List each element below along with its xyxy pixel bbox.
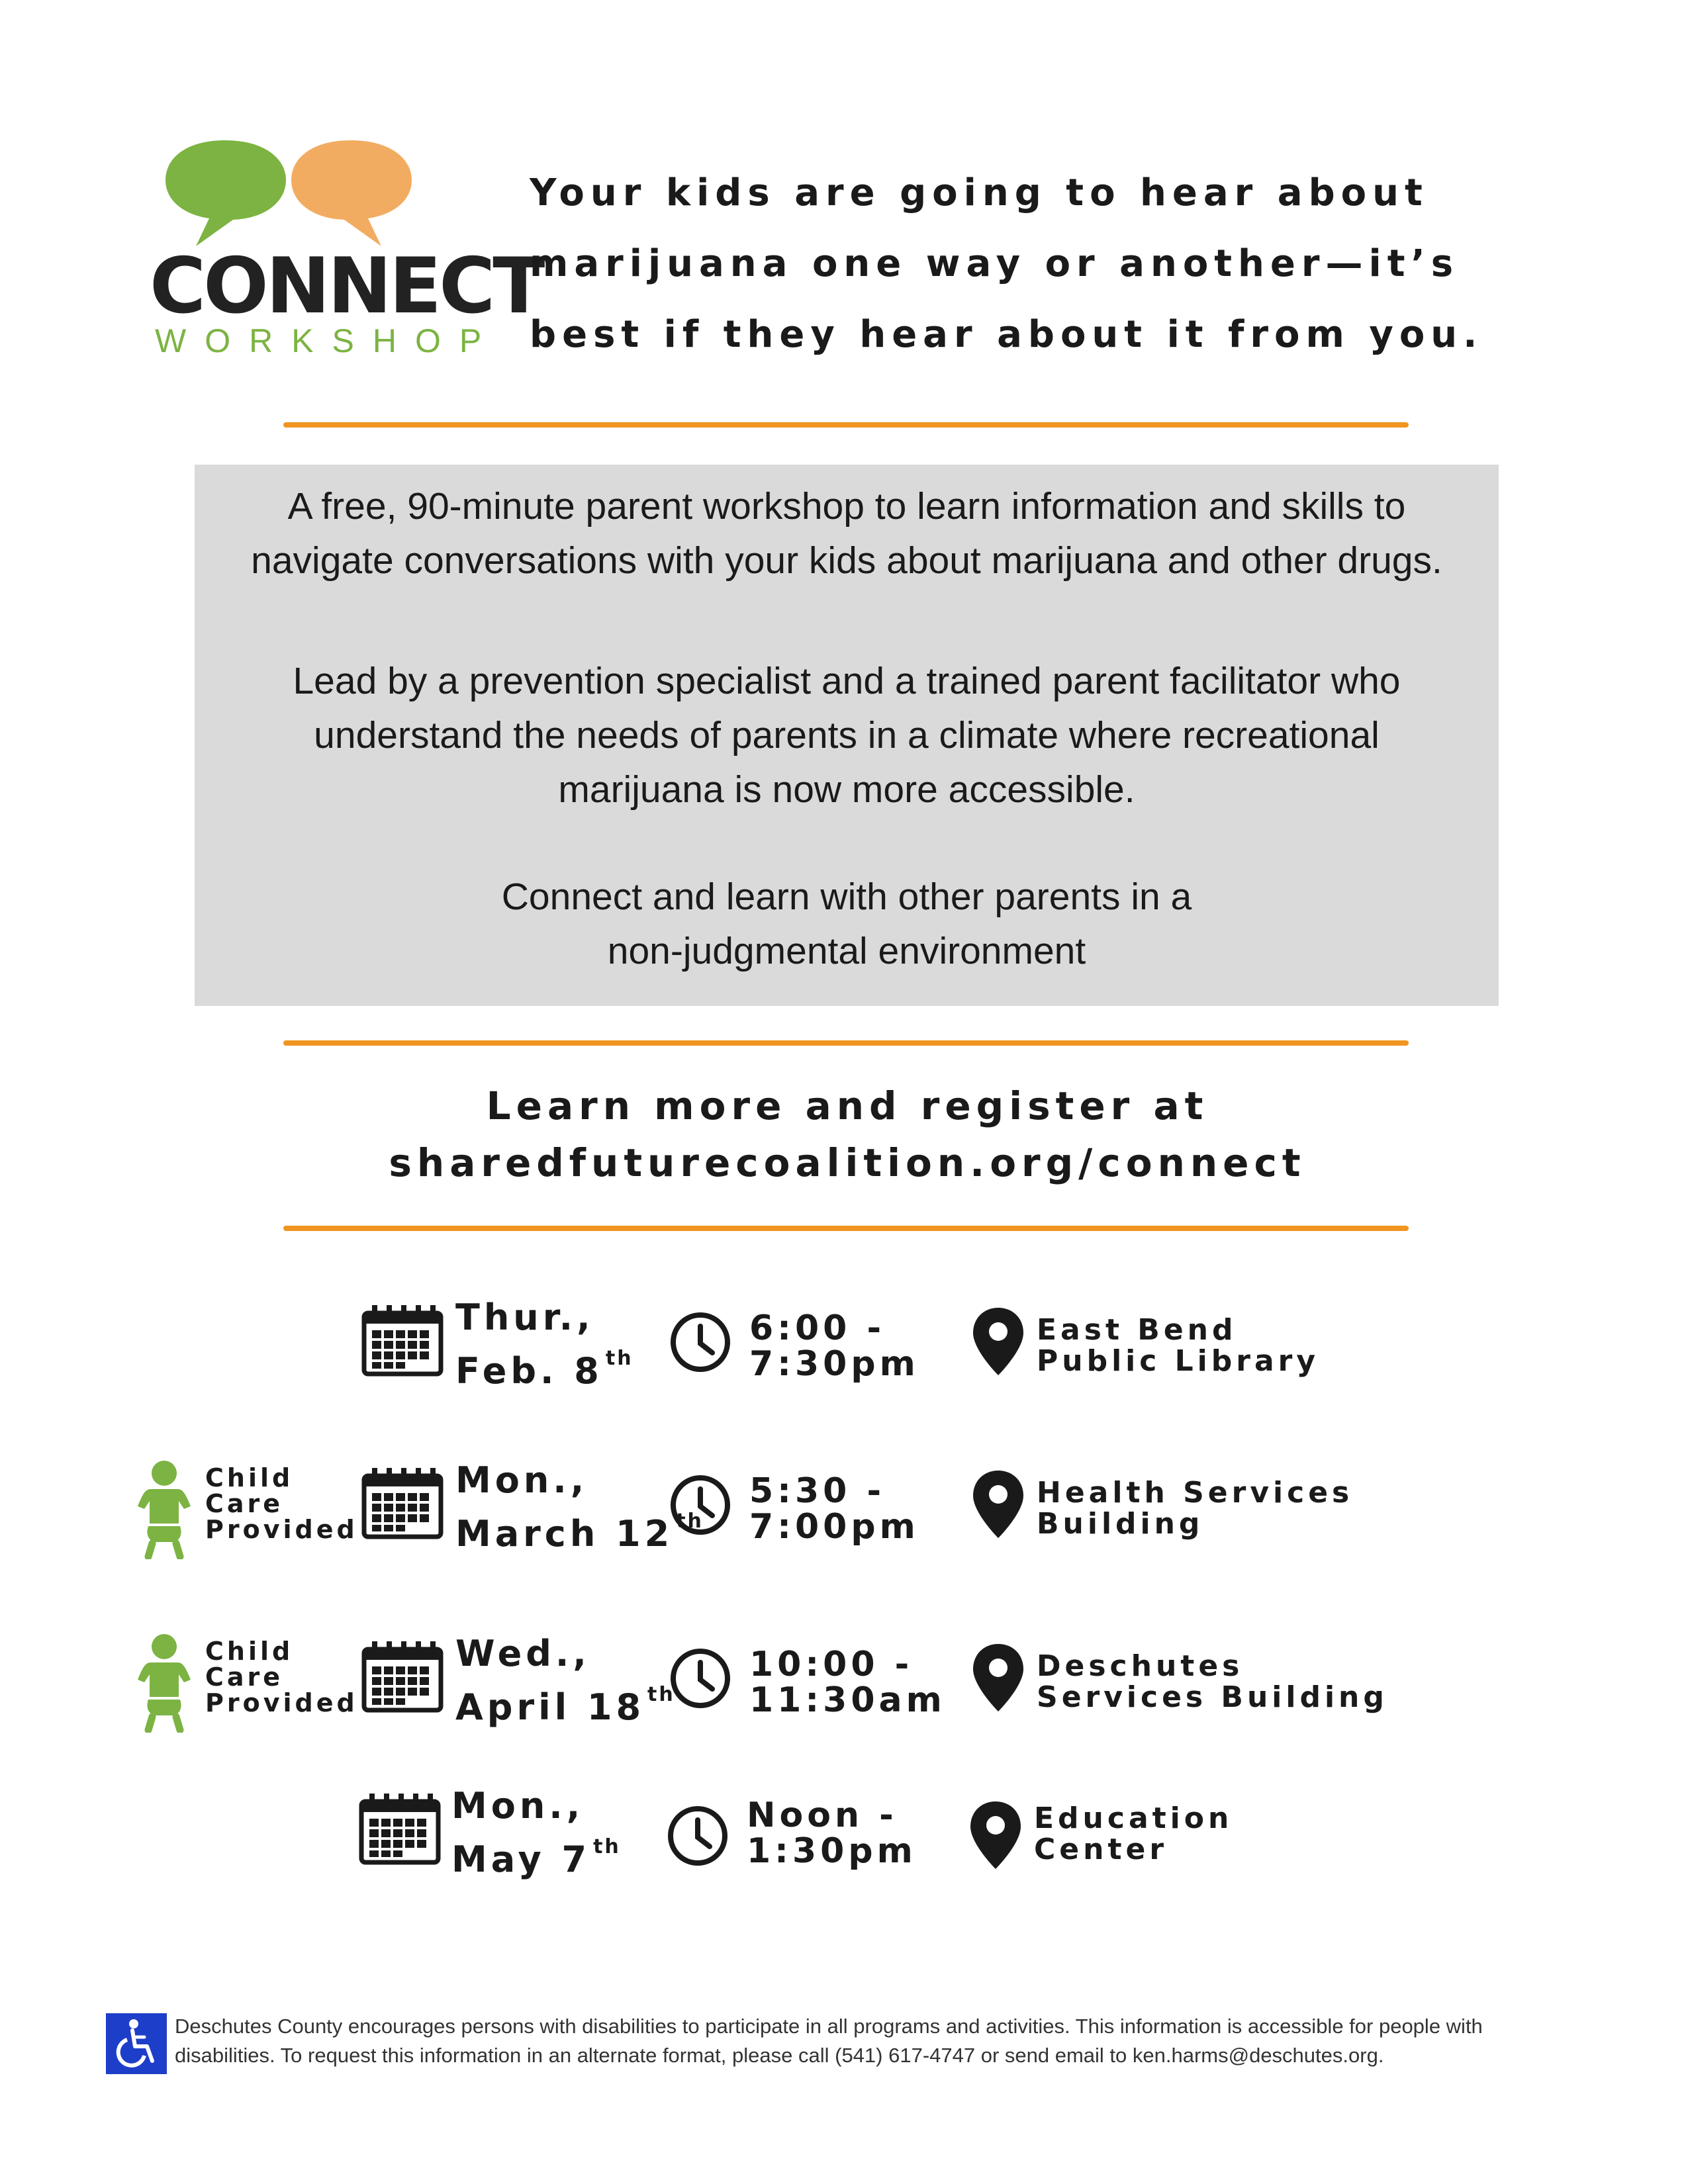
description-line: non-judgmental environment	[607, 930, 1086, 972]
description-paragraph	[195, 870, 1499, 978]
child-care-line: Care	[205, 1662, 284, 1692]
session-location	[1037, 1651, 1388, 1713]
session-row	[0, 1460, 1688, 1592]
location-pin-icon	[972, 1643, 1025, 1713]
logo-word-connect: CONNECT	[150, 242, 543, 331]
calendar-icon	[361, 1304, 444, 1377]
session-location	[1037, 1477, 1353, 1539]
description-line: understand the needs of parents in a climate where recreational	[314, 714, 1380, 756]
description-paragraph	[195, 654, 1499, 817]
footer-line: disabilities. To request this information in an alternate format, please call (541) 617-4747 or send email to ken.harms@deschutes.org.	[175, 2044, 1384, 2067]
date-month-day: March 12	[455, 1513, 674, 1555]
tagline-line: marijuana one way or another—it’s	[530, 242, 1460, 285]
date-day: Mon.,	[451, 1785, 585, 1827]
child-care-label	[205, 1639, 358, 1716]
time-end: 7:00pm	[749, 1507, 919, 1547]
session-location	[1034, 1803, 1233, 1865]
calendar-icon	[361, 1467, 444, 1539]
time-end: 7:30pm	[749, 1344, 919, 1384]
location-line: Services Building	[1037, 1680, 1388, 1714]
session-date	[455, 1460, 704, 1555]
location-line: East Bend	[1037, 1313, 1237, 1347]
register-block	[199, 1077, 1496, 1191]
divider-rule	[283, 1226, 1409, 1231]
register-link[interactable]: sharedfuturecoalition.org/connect	[389, 1140, 1306, 1185]
location-line: Center	[1034, 1833, 1168, 1866]
description-box	[195, 465, 1499, 1006]
child-care-line: Provided	[205, 1688, 358, 1717]
date-month-day: April 18	[455, 1686, 645, 1728]
date-month-day: May 7	[451, 1839, 591, 1880]
tagline-line: best if they hear about it from you.	[530, 313, 1483, 356]
session-location	[1037, 1314, 1319, 1377]
connect-workshop-logo	[146, 132, 543, 371]
session-time	[749, 1310, 919, 1382]
description-line: Lead by a prevention specialist and a trained parent facilitator who	[293, 660, 1401, 702]
child-care-line: Provided	[205, 1515, 358, 1544]
footer-line: Deschutes County encourages persons with disabilities to participate in all programs and activities. This information is accessible for people with	[175, 2015, 1483, 2038]
description-line: A free, 90-minute parent workshop to learn information and skills to	[287, 485, 1406, 527]
divider-rule	[283, 422, 1409, 428]
date-suffix: th	[647, 1683, 675, 1706]
location-line: Health Services	[1037, 1476, 1354, 1510]
accessibility-notice	[175, 2012, 1591, 2070]
calendar-icon	[359, 1792, 441, 1865]
date-suffix: th	[676, 1510, 704, 1533]
session-date	[455, 1633, 675, 1728]
session-time	[747, 1797, 917, 1869]
location-line: Education	[1034, 1801, 1233, 1835]
location-pin-icon	[972, 1306, 1025, 1377]
description-line: marijuana is now more accessible.	[558, 768, 1135, 811]
date-day: Mon.,	[455, 1459, 588, 1501]
tagline-line: Your kids are going to hear about	[530, 171, 1429, 214]
description-paragraph	[195, 465, 1499, 588]
session-date	[451, 1786, 621, 1880]
date-day: Thur.,	[455, 1297, 594, 1338]
clock-icon	[669, 1310, 732, 1374]
session-time	[749, 1647, 946, 1718]
baby-icon	[135, 1633, 193, 1733]
logo-word-workshop: WORKSHOP	[155, 322, 500, 359]
location-pin-icon	[972, 1469, 1025, 1539]
time-start: Noon -	[747, 1796, 898, 1835]
location-line: Deschutes	[1037, 1649, 1244, 1683]
location-line: Public Library	[1037, 1344, 1320, 1378]
tagline	[530, 158, 1483, 370]
clock-icon	[669, 1473, 732, 1537]
calendar-icon	[361, 1640, 444, 1713]
date-month-day: Feb. 8	[455, 1350, 603, 1392]
session-row	[0, 1786, 1688, 1918]
time-start: 5:30 -	[749, 1471, 886, 1511]
child-care-line: Care	[205, 1489, 284, 1518]
date-day: Wed.,	[455, 1633, 590, 1674]
date-suffix: th	[593, 1835, 621, 1858]
clock-icon	[669, 1647, 732, 1710]
wheelchair-accessibility-icon	[106, 2013, 167, 2074]
time-end: 1:30pm	[747, 1831, 917, 1871]
clock-icon	[666, 1804, 729, 1868]
child-care-line: Child	[205, 1637, 294, 1666]
description-line: Connect and learn with other parents in a	[501, 876, 1192, 918]
session-row	[0, 1633, 1688, 1766]
child-care-label	[205, 1465, 358, 1543]
description-line: navigate conversations with your kids about marijuana and other drugs.	[251, 539, 1442, 582]
date-suffix: th	[605, 1347, 633, 1370]
time-end: 11:30am	[749, 1680, 946, 1720]
child-care-line: Child	[205, 1463, 294, 1492]
divider-rule	[283, 1040, 1409, 1046]
location-pin-icon	[969, 1800, 1022, 1870]
location-line: Building	[1037, 1507, 1204, 1541]
register-label: Learn more and register at	[486, 1083, 1209, 1128]
session-time	[749, 1473, 919, 1545]
session-row	[0, 1297, 1688, 1430]
time-start: 6:00 -	[749, 1308, 886, 1348]
baby-icon	[135, 1460, 193, 1559]
session-date	[455, 1297, 633, 1392]
time-start: 10:00 -	[749, 1645, 914, 1684]
